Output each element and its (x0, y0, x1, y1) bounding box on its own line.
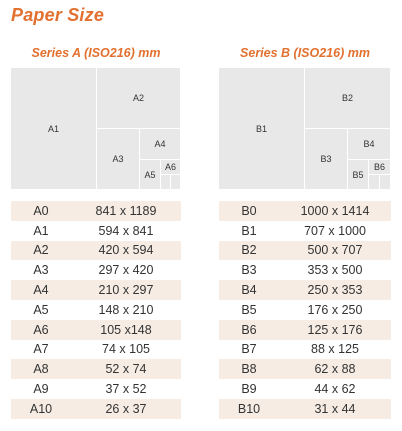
paper-dimensions: 37 x 52 (105, 382, 147, 397)
sheet-b6: B6 (369, 160, 391, 175)
paper-dimensions: 594 x 841 (98, 223, 154, 238)
sheet-a3: A3 (97, 129, 140, 190)
table-row (219, 340, 391, 360)
series-a-diagram (11, 68, 181, 190)
sheet-b4: B4 (348, 129, 391, 160)
table-row (11, 399, 181, 419)
paper-size-name: B1 (241, 223, 257, 238)
paper-dimensions: 105 x148 (100, 322, 152, 337)
paper-size-name: A3 (33, 263, 49, 278)
sheet-a5: A5 (140, 160, 161, 190)
paper-size-name: A1 (33, 223, 49, 238)
table-row (219, 359, 391, 379)
table-row (219, 241, 391, 261)
paper-dimensions: 1000 x 1414 (300, 203, 370, 218)
table-row (11, 320, 181, 340)
paper-size-name: A4 (33, 283, 49, 298)
table-row (219, 221, 391, 241)
paper-dimensions: 148 x 210 (98, 302, 154, 317)
paper-size-name: A7 (33, 342, 49, 357)
sheet-a8 (171, 175, 181, 190)
paper-dimensions: 841 x 1189 (95, 203, 157, 218)
sheet-b7 (369, 175, 380, 190)
paper-dimensions: 26 x 37 (105, 401, 147, 416)
paper-size-name: B10 (237, 401, 261, 416)
table-row (219, 300, 391, 320)
paper-size-name: B9 (241, 382, 257, 397)
sheet-a6: A6 (161, 160, 181, 175)
paper-dimensions: 297 x 420 (98, 263, 154, 278)
paper-dimensions: 210 x 297 (98, 283, 154, 298)
table-row (219, 379, 391, 399)
table-row (11, 260, 181, 280)
paper-size-name: A9 (33, 382, 49, 397)
paper-size-name: B8 (241, 362, 257, 377)
paper-dimensions: 52 x 74 (105, 362, 147, 377)
paper-size-name: A8 (33, 362, 49, 377)
table-row (11, 359, 181, 379)
table-row (11, 241, 181, 261)
paper-size-name: B4 (241, 283, 257, 298)
sheet-a1: A1 (11, 68, 97, 190)
paper-size-name: A0 (33, 203, 49, 218)
paper-size-name: B6 (241, 322, 257, 337)
series-a-title: Series A (ISO216) mm (31, 46, 161, 60)
paper-size-name: B7 (241, 342, 257, 357)
table-row (219, 201, 391, 221)
series-a-table (11, 201, 181, 419)
page-title: Paper Size (11, 5, 105, 25)
table-row (219, 260, 391, 280)
paper-size-name: B3 (241, 263, 257, 278)
sheet-a4: A4 (140, 129, 181, 160)
paper-dimensions: 125 x 176 (307, 322, 363, 337)
paper-dimensions: 250 x 353 (307, 283, 363, 298)
sheet-b2: B2 (305, 68, 391, 129)
paper-dimensions: 707 x 1000 (304, 223, 366, 238)
table-row (11, 379, 181, 399)
sheet-a2: A2 (97, 68, 181, 129)
paper-dimensions: 62 x 88 (314, 362, 356, 377)
paper-dimensions: 500 x 707 (307, 243, 363, 258)
table-row (219, 399, 391, 419)
paper-dimensions: 88 x 125 (311, 342, 359, 357)
paper-dimensions: 44 x 62 (314, 382, 356, 397)
series-b-diagram (219, 68, 391, 190)
paper-size-name: B5 (241, 302, 257, 317)
paper-size-name: B2 (241, 243, 257, 258)
table-row (219, 280, 391, 300)
paper-size-name: B0 (241, 203, 257, 218)
sheet-b5: B5 (348, 160, 369, 190)
paper-size-name: A5 (33, 302, 49, 317)
paper-dimensions: 74 x 105 (102, 342, 150, 357)
table-row (11, 201, 181, 221)
paper-size-name: A10 (29, 401, 53, 416)
table-row (11, 300, 181, 320)
sheet-b3: B3 (305, 129, 348, 190)
sheet-b8 (380, 175, 391, 190)
series-b-title: Series B (ISO216) mm (240, 46, 370, 60)
table-row (11, 221, 181, 241)
table-row (219, 320, 391, 340)
paper-dimensions: 176 x 250 (307, 302, 363, 317)
table-row (11, 280, 181, 300)
table-row (11, 340, 181, 360)
paper-size-name: A2 (33, 243, 49, 258)
paper-dimensions: 353 x 500 (307, 263, 363, 278)
series-b-table (219, 201, 391, 419)
sheet-b1: B1 (219, 68, 305, 190)
sheet-a7 (161, 175, 171, 190)
paper-dimensions: 31 x 44 (314, 401, 356, 416)
paper-size-name: A6 (33, 322, 49, 337)
paper-dimensions: 420 x 594 (98, 243, 154, 258)
